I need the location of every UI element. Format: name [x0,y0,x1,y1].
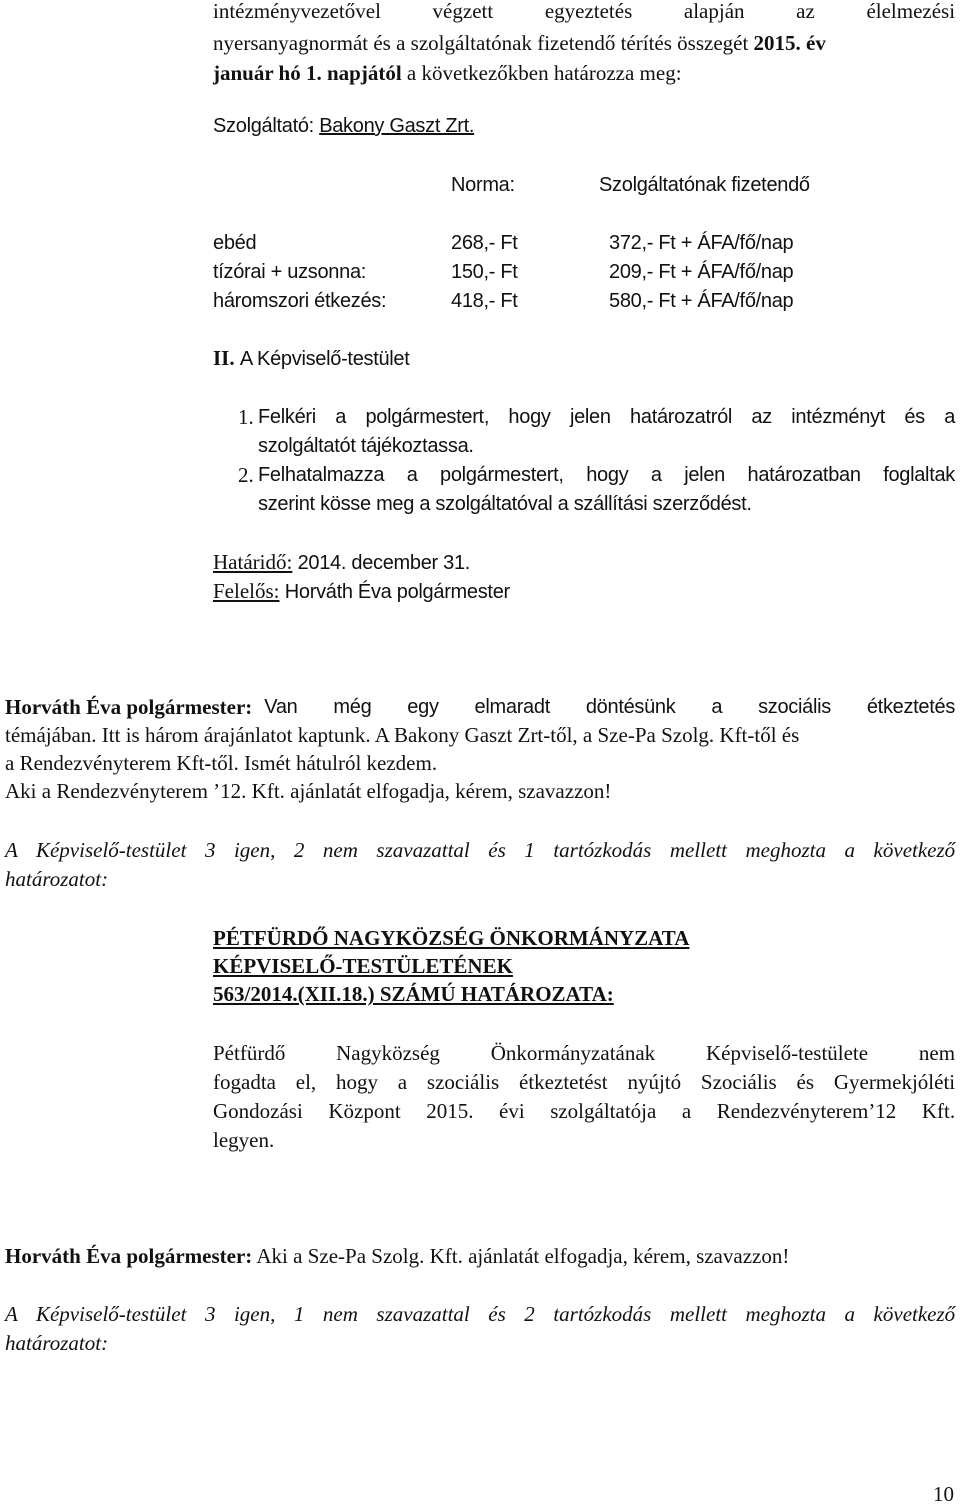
word: a [406,464,418,486]
word: végzett [432,0,494,23]
intro-line-1 [213,0,955,24]
table-row-norm: 418,- Ft [451,290,518,312]
word: az [751,406,772,428]
word: a [844,838,856,862]
table-header-norm: Norma: [451,174,515,196]
word: hogy [335,1070,378,1094]
word: szolgáltatója [550,1099,657,1123]
section-2-heading [213,345,410,372]
intro-line-2-text: nyersanyagnormát és a szolgáltatónak fizetendő térítés összegét [213,31,749,55]
word: határozatban [747,464,861,486]
word: elmaradt [474,696,550,718]
page-number: 10 [933,1482,954,1506]
speech-1-line-1-text [264,694,955,720]
word: 2 [524,1302,535,1326]
word: jelen [569,406,611,428]
vote-1-line-2: határozatot: [5,867,109,891]
deadline-label: Határidő: [213,550,293,574]
word: intézményvezetővel [213,0,381,23]
intro-from: napjától [326,61,402,85]
responsible-line [213,578,510,605]
word: 3 [204,838,216,862]
word: igen, [233,1302,276,1326]
word: meghozta [745,838,827,862]
word: A [5,838,18,862]
word: jelen [684,464,725,486]
provider-label: Szolgáltató: [213,115,314,137]
word: és [488,838,506,862]
word: polgármestert, [365,406,490,428]
word: Szociális [700,1070,777,1094]
word: intézményt [791,406,885,428]
table-header-pay: Szolgáltatónak fizetendő [599,174,810,196]
word: évi [499,1099,525,1123]
word: következő [873,838,956,862]
word: A [5,1302,18,1326]
word: nem [322,838,358,862]
word: a [711,696,723,718]
word: Felhatalmazza [258,464,385,486]
table-row-meal: háromszori étkezés: [213,290,387,312]
word: következő [873,1302,956,1326]
word: a [844,1302,856,1326]
word: szociális [758,696,831,718]
word: a [650,464,662,486]
word: és [904,406,925,428]
word: a [944,406,956,428]
resolution-title-1: PÉTFÜRDŐ NAGYKÖZSÉG ÖNKORMÁNYZATA [213,926,690,950]
resolution-line-1 [213,1040,955,1066]
word: nem [322,1302,358,1326]
responsible-label: Felelős: [213,579,280,603]
intro-year: 2015. év [753,31,826,55]
vote-2-line-2: határozatot: [5,1331,109,1355]
word: Nagyközség [336,1041,440,1065]
provider-line [213,113,474,139]
speech-1-line-2: témájában. Itt is három árajánlatot kaptunk. A Bakony Gaszt Zrt-től, a Sze-Pa Szolg. Kft-től és [5,723,800,747]
word: alapján [683,0,745,23]
word: a [335,406,347,428]
speaker-name: Horváth Éva polgármester: [5,1244,253,1268]
word: 3 [204,1302,216,1326]
word: étkeztetést [519,1070,608,1094]
word: Képviselő-testület [35,1302,187,1326]
word: tartózkodás [553,838,652,862]
word: meghozta [745,1302,827,1326]
word: határozatról [630,406,733,428]
word: még [333,696,372,718]
word: Kft. [921,1099,956,1123]
resolution-line-2 [213,1069,955,1095]
table-row-pay: 372,- Ft + ÁFA/fő/nap [609,232,794,254]
word: Felkéri [258,406,316,428]
word: szociális [426,1070,500,1094]
speech-2-text: Aki a Sze-Pa Szolg. Kft. ajánlatát elfogadja, kérem, szavazzon! [256,1244,790,1268]
word: foglaltak [883,464,955,486]
intro-line-3-text: a következőkben határozza meg: [406,61,682,85]
word: 2015. [426,1099,474,1123]
word: hogy [508,406,551,428]
table-row-norm: 268,- Ft [451,232,518,254]
list-item-line-2: szolgáltatót tájékoztassa. [258,435,474,457]
responsible-value: Horváth Éva polgármester [284,581,510,603]
speech-1-line-1 [5,694,955,720]
word: a [397,1070,408,1094]
word: Gondozási [213,1099,303,1123]
word: Képviselő-testülete [705,1041,869,1065]
word: Képviselő-testület [35,838,187,862]
word: a [681,1099,692,1123]
word: mellett [669,838,727,862]
intro-line-2 [213,30,826,56]
intro-date: január hó 1. [213,61,322,85]
list-item-number: 2. [238,463,254,487]
word: szavazattal [376,838,470,862]
speech-1-line-3: a Rendezvényterem Kft-től. Ismét hátulról kezdem. [5,751,438,775]
word: az [796,0,815,23]
word: 1 [293,1302,305,1326]
table-row-pay: 580,- Ft + ÁFA/fő/nap [609,290,794,312]
word: Van [264,696,298,718]
word: fogadta [213,1070,276,1094]
section-2-number: II. [213,346,235,370]
speech-1-line-4: Aki a Rendezvényterem ’12. Kft. ajánlatát elfogadja, kérem, szavazzon! [5,779,612,803]
word: Pétfürdő [213,1041,286,1065]
word: mellett [669,1302,727,1326]
word: 2 [293,838,305,862]
word: étkeztetés [866,696,956,718]
table-row-meal: ebéd [213,232,257,254]
table-row-norm: 150,- Ft [451,261,518,283]
word: Gyermekjóléti [833,1070,956,1094]
word: élelmezési [866,0,956,23]
word: Rendezvényterem’12 [716,1099,897,1123]
word: egy [407,696,439,718]
word: nyújtó [627,1070,682,1094]
list-item-line-1 [258,404,955,430]
word: 1 [524,838,535,862]
word: egyeztetés [544,0,633,23]
provider-name: Bakony Gaszt Zrt. [319,115,475,137]
word: döntésünk [585,696,676,718]
resolution-title-2: KÉPVISELŐ-TESTÜLETÉNEK [213,954,513,978]
resolution-title-3: 563/2014.(XII.18.) SZÁMÚ HATÁROZATA: [213,982,614,1006]
list-item-line-1 [258,462,955,488]
resolution-line-4: legyen. [213,1128,275,1152]
word: Központ [328,1099,401,1123]
word: polgármestert, [440,464,564,486]
word: igen, [233,838,276,862]
deadline-value: 2014. december 31. [297,552,471,574]
list-item-line-2: szerint kösse meg a szolgáltatóval a szállítási szerződést. [258,493,752,515]
deadline-line [213,549,470,576]
speech-2-line [5,1243,789,1269]
word: tartózkodás [553,1302,652,1326]
word: és [488,1302,506,1326]
section-2-title: A Képviselő-testület [239,348,410,370]
word: és [796,1070,815,1094]
table-row-meal: tízórai + uzsonna: [213,261,367,283]
word: el, [295,1070,317,1094]
table-row-pay: 209,- Ft + ÁFA/fő/nap [609,261,794,283]
speaker-name: Horváth Éva polgármester: [5,695,253,719]
vote-2-line-1 [5,1301,955,1327]
intro-line-3 [213,60,682,86]
word: nem [918,1041,956,1065]
list-item-number: 1. [238,405,254,429]
word: hogy [586,464,629,486]
vote-1-line-1 [5,837,955,863]
word: szavazattal [376,1302,470,1326]
word: Önkormányzatának [490,1041,656,1065]
resolution-line-3 [213,1098,955,1124]
